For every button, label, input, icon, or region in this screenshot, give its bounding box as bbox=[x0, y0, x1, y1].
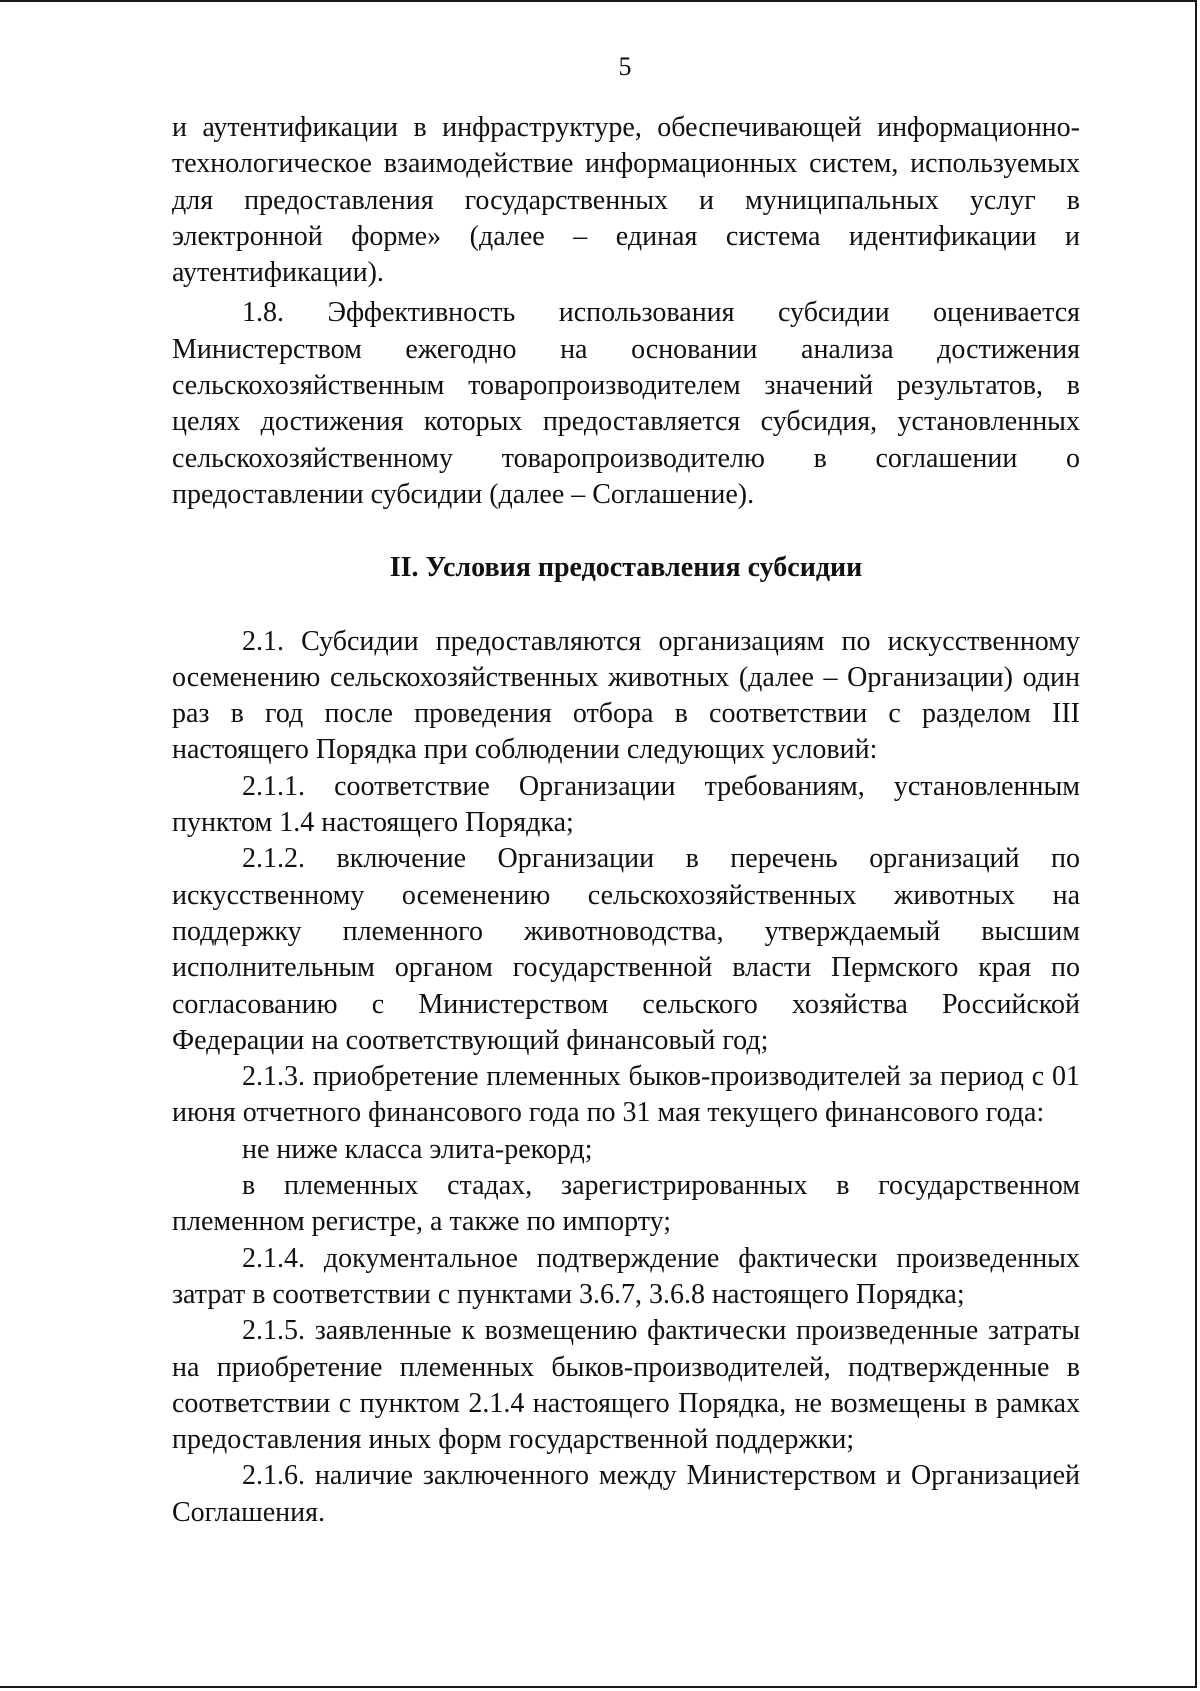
page-number: 5 bbox=[618, 52, 632, 81]
paragraph-2-1-5: 2.1.5. заявленные к возмещению фактически произведенные затраты на приобретение племенных быков-производителей, подтвержденные в соответствии с пунктом 2.1.4 настоящего Порядка, не возмещены в рамках предоставления иных форм государственной поддержки; bbox=[172, 1315, 1080, 1456]
paragraph-1-8: 1.8. Эффективность использования субсидии оценивается Министерством ежегодно на основании анализа достижения сельскохозяйственным товаропроизводителем значений результатов, в целях достижения которых предоставляется субсидия, установленных сельскохозяйственному товаропроизводителю в соглашении о предоставлении субсидии (далее – Соглашение). bbox=[172, 297, 1080, 510]
paragraph-2-1-2: 2.1.2. включение Организации в перечень организаций по искусственному осеменению сельскохозяйственных животных на поддержку племенного животноводства, утверждаемый высшим исполнительным органом государственной власти Пермского края по согласованию с Министерством сельского хозяйства Российской Федерации на соответствующий финансовый год; bbox=[172, 843, 1080, 1056]
section-heading: II. Условия предоставления субсидии bbox=[389, 552, 863, 584]
paragraph-2-1-6: 2.1.6. наличие заключенного между Министерством и Организацией Соглашения. bbox=[172, 1460, 1080, 1528]
paragraph-auth-continuation: и аутентификации в инфраструктуре, обеспечивающей информационно-технологическое взаимодействие информационных систем, используемых для предоставления государственных и муниципальных услуг в электронной форме» (далее – единая система идентификации и аутентификации). bbox=[172, 112, 1080, 289]
paragraph-herds-requirement: в племенных стадах, зарегистрированных в государственном племенном регистре, а также по импорту; bbox=[172, 1170, 1080, 1238]
paragraph-class-requirement: не ниже класса элита-рекорд; bbox=[242, 1133, 593, 1165]
paragraph-2-1-4: 2.1.4. документальное подтверждение фактически произведенных затрат в соответствии с пунктами 3.6.7, 3.6.8 настоящего Порядка; bbox=[172, 1242, 1080, 1310]
paragraph-2-1-3: 2.1.3. приобретение племенных быков-производителей за период с 01 июня отчетного финансового года по 31 мая текущего финансового года: bbox=[172, 1061, 1080, 1129]
paragraph-2-1-1: 2.1.1. соответствие Организации требованиям, установленным пунктом 1.4 настоящего Порядка; bbox=[172, 770, 1080, 839]
document-body bbox=[172, 110, 1080, 1531]
paragraph-2-1: 2.1. Субсидии предоставляются организациям по искусственному осеменению сельскохозяйственных животных (далее – Организации) один раз в год после проведения отбора в соответствии с разделом III настоящего Порядка при соблюдении следующих условий: bbox=[172, 625, 1080, 766]
